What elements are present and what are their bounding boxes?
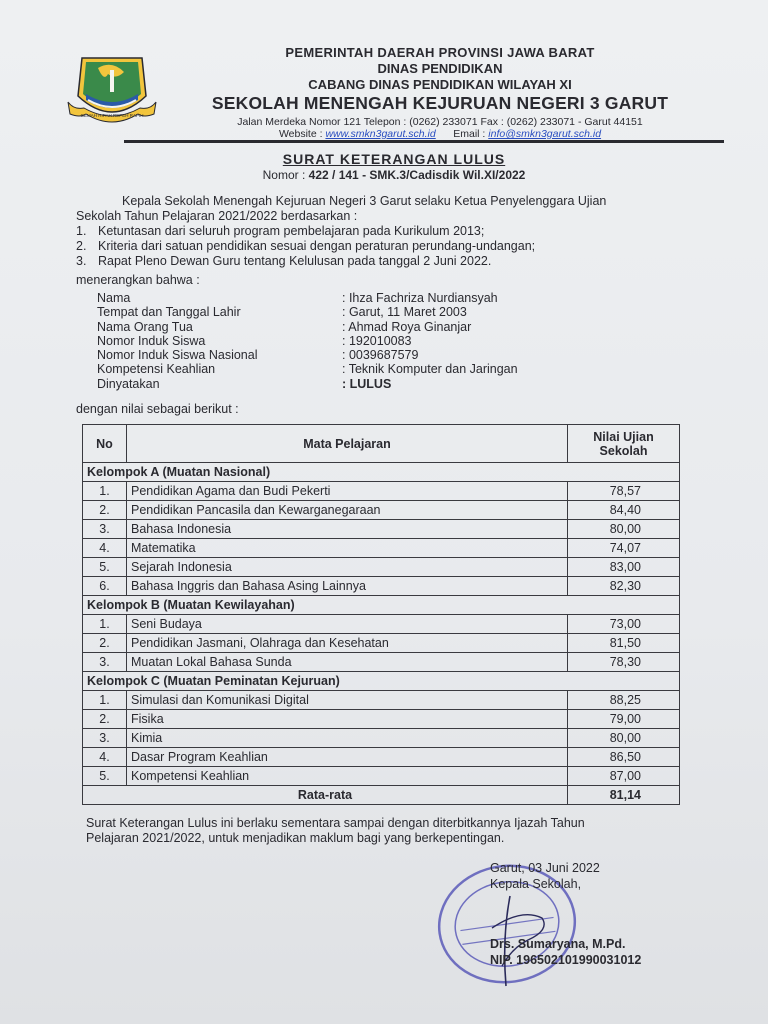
row-subject: Sejarah Indonesia [127,558,568,577]
table-row [83,482,680,501]
school-address: Jalan Merdeka Nomor 121 Telepon : (0262) 233071 Fax : (0262) 233071 - Garut 44151 [237,116,643,128]
field-row: Nama : Ihza Fachriza Nurdiansyah [97,291,498,305]
grades-table [82,424,680,805]
number-label: Nomor : [262,168,306,182]
field-row-status: Dinyatakan : LULUS [97,376,392,391]
field-row: Tempat dan Tanggal Lahir : Garut, 11 Maret 2003 [97,305,467,320]
table-row [83,691,680,710]
row-score: 80,00 [568,520,680,539]
row-score: 74,07 [568,539,680,558]
group-row [83,672,680,691]
signer-role: Kepala Sekolah, [490,877,582,891]
row-subject: Kimia [127,729,568,748]
student-fields [97,291,518,391]
col-score-header: Nilai Ujian Sekolah [568,425,680,463]
table-row [83,767,680,786]
row-no: 6. [83,577,127,596]
row-no: 1. [83,615,127,634]
intro-line1: Kepala Sekolah Menengah Kejuruan Negeri 3 Garut selaku Ketua Penyelenggara Ujian [122,194,607,208]
dengan-text: dengan nilai sebagai berikut : [76,402,239,416]
row-subject: Muatan Lokal Bahasa Sunda [127,653,568,672]
average-label: Rata-rata [83,786,568,805]
group-name: Kelompok B (Muatan Kewilayahan) [83,596,680,615]
closing-line2: Pelajaran 2021/2022, untuk menjadikan maklum bagi yang berkepentingan. [86,831,505,845]
field-row: Nama Orang Tua : Ahmad Roya Ginanjar [97,319,472,334]
website-link[interactable]: www.smkn3garut.sch.id [325,128,436,140]
row-score: 88,25 [568,691,680,710]
intro-paragraph [76,194,696,269]
field-row: Kompetensi Keahlian : Teknik Komputer dan Jaringan [97,362,518,377]
signer-nip: NIP. 196502101990031012 [490,953,642,967]
row-no: 1. [83,691,127,710]
table-row [83,729,680,748]
row-no: 3. [83,653,127,672]
row-subject: Simulasi dan Komunikasi Digital [127,691,568,710]
field-row: Nomor Induk Siswa Nasional : 0039687579 [97,348,419,363]
row-score: 83,00 [568,558,680,577]
basis-list [76,224,696,269]
letterhead [180,45,700,140]
row-subject: Fisika [127,710,568,729]
row-subject: Seni Budaya [127,615,568,634]
signature-block [490,860,641,968]
row-score: 78,57 [568,482,680,501]
row-score: 81,50 [568,634,680,653]
signer-name: Drs. Sumaryana, M.Pd. [490,937,626,951]
table-row [83,634,680,653]
average-value: 81,14 [568,786,680,805]
closing-paragraph [86,816,686,846]
table-row [83,748,680,767]
row-score: 87,00 [568,767,680,786]
intro-line2: Sekolah Tahun Pelajaran 2021/2022 berdasarkan : [76,209,358,223]
table-row [83,501,680,520]
table-row [83,539,680,558]
letterhead-line1: PEMERINTAH DAERAH PROVINSI JAWA BARAT [285,45,595,60]
list-item: 1. Ketuntasan dari seluruh program pembelajaran pada Kurikulum 2013; [76,224,485,238]
row-subject: Bahasa Indonesia [127,520,568,539]
west-java-emblem-logo [64,50,160,130]
contact-line [180,128,700,140]
letterhead-divider [124,140,724,143]
number-suffix: - SMK.3/Cadisdik Wil.XI/2022 [362,168,526,182]
menerangkan-text: menerangkan bahwa : [76,273,200,287]
document-title [0,151,768,182]
row-subject: Pendidikan Jasmani, Olahraga dan Kesehatan [127,634,568,653]
row-score: 79,00 [568,710,680,729]
title-heading: SURAT KETERANGAN LULUS [282,151,506,167]
row-subject: Bahasa Inggris dan Bahasa Asing Lainnya [127,577,568,596]
row-score: 73,00 [568,615,680,634]
group-name: Kelompok A (Muatan Nasional) [83,463,680,482]
list-item: 3. Rapat Pleno Dewan Guru tentang Kelulusan pada tanggal 2 Juni 2022. [76,254,492,268]
list-item: 2. Kriteria dari satuan pendidikan sesuai dengan peraturan perundang-undangan; [76,239,536,253]
table-row [83,520,680,539]
row-subject: Matematika [127,539,568,558]
row-score: 84,40 [568,501,680,520]
document-number [20,168,768,182]
row-score: 86,50 [568,748,680,767]
place-date: Garut, 03 Juni 2022 [490,861,600,875]
table-row [83,615,680,634]
row-subject: Dasar Program Keahlian [127,748,568,767]
row-no: 5. [83,767,127,786]
table-header-row [83,425,680,463]
average-row [83,786,680,805]
col-no-header: No [83,425,127,463]
field-row: Nomor Induk Siswa : 192010083 [97,333,412,348]
group-row [83,596,680,615]
letterhead-line2: DINAS PENDIDIKAN [377,61,503,76]
group-row [83,463,680,482]
table-row [83,558,680,577]
row-no: 2. [83,634,127,653]
row-score: 82,30 [568,577,680,596]
row-no: 2. [83,710,127,729]
row-subject: Pendidikan Pancasila dan Kewarganegaraan [127,501,568,520]
closing-line1: Surat Keterangan Lulus ini berlaku sementara sampai dengan diterbitkannya Ijazah Tahun [86,816,585,830]
table-row [83,653,680,672]
logo-motto: GEMAH RIPAH REPEH RAPIH [80,113,144,118]
email-label: Email : [453,128,486,140]
letterhead-line3: CABANG DINAS PENDIDIKAN WILAYAH XI [308,77,572,92]
number-value: 422 / 141 [308,168,359,182]
table-row [83,710,680,729]
row-score: 80,00 [568,729,680,748]
row-no: 3. [83,729,127,748]
row-no: 4. [83,539,127,558]
website-label: Website : [278,128,323,140]
row-no: 3. [83,520,127,539]
email-link[interactable]: info@smkn3garut.sch.id [488,128,602,140]
row-subject: Pendidikan Agama dan Budi Pekerti [127,482,568,501]
row-no: 2. [83,501,127,520]
row-score: 78,30 [568,653,680,672]
group-name: Kelompok C (Muatan Peminatan Kejuruan) [83,672,680,691]
row-no: 1. [83,482,127,501]
school-name: SEKOLAH MENENGAH KEJURUAN NEGERI 3 GARUT [211,93,669,113]
col-subject-header: Mata Pelajaran [127,425,568,463]
row-no: 4. [83,748,127,767]
row-subject: Kompetensi Keahlian [127,767,568,786]
table-row [83,577,680,596]
row-no: 5. [83,558,127,577]
